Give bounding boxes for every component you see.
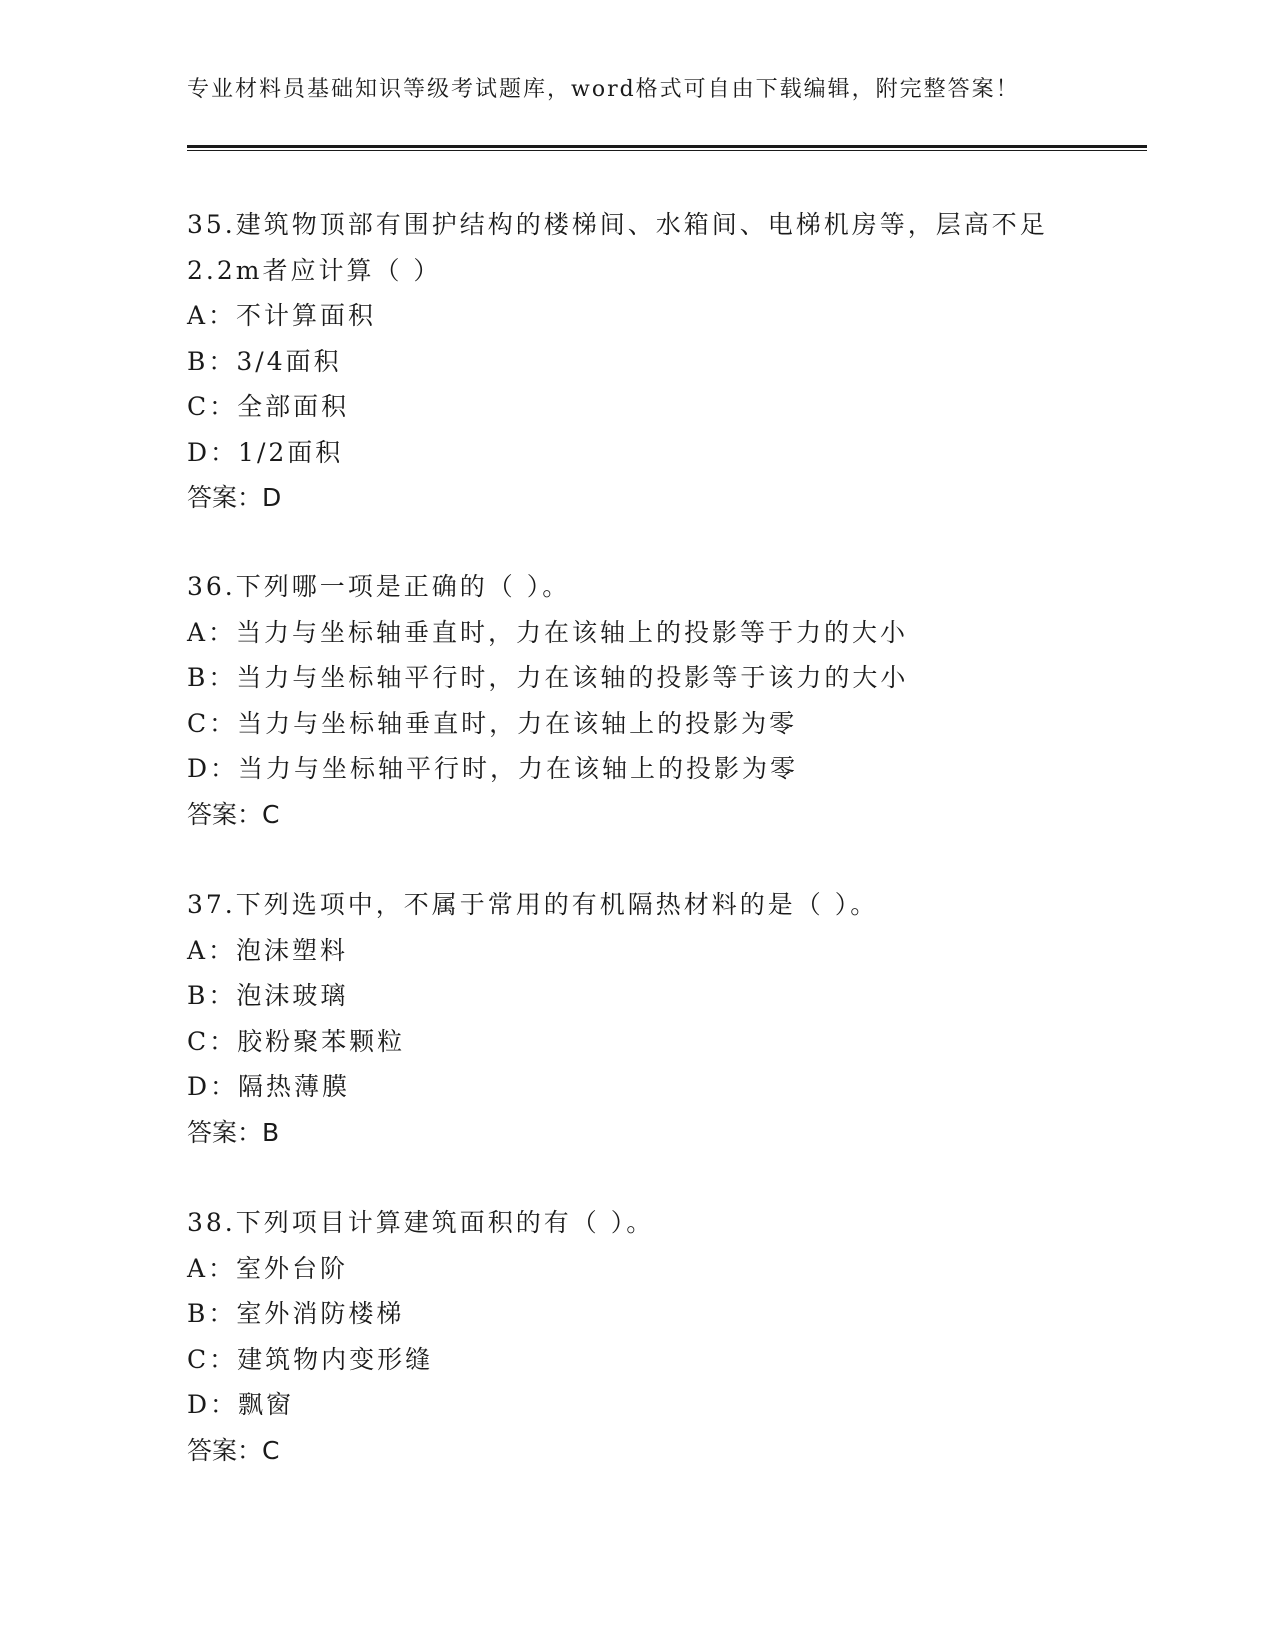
option-d: D：当力与坐标轴平行时，力在该轴上的投影为零 [187,754,799,783]
answer: 答案：B [187,1117,280,1147]
answer: 答案：C [187,799,280,829]
answer: 答案：C [187,1435,280,1465]
question-stem: 38.下列项目计算建筑面积的有（ ）。 [187,1208,655,1237]
question-36 [187,564,1127,837]
option-b: B：当力与坐标轴平行时，力在该轴的投影等于该力的大小 [187,663,909,692]
option-a: A：当力与坐标轴垂直时，力在该轴上的投影等于力的大小 [187,617,909,647]
option-b: B：室外消防楼梯 [187,1299,405,1328]
page-header: 专业材料员基础知识等级考试题库，word格式可自由下载编辑，附完整答案！ [187,77,1020,102]
option-b: B：泡沫玻璃 [187,981,349,1010]
option-d: D：飘窗 [187,1390,295,1419]
option-b: B：3/4面积 [187,346,342,376]
option-d: D：隔热薄膜 [187,1072,351,1101]
header-rule-thick [187,145,1147,148]
header-double-rule [187,145,1147,151]
option-c: C：建筑物内变形缝 [187,1344,434,1374]
question-stem: 36.下列哪一项是正确的（ ）。 [187,572,571,601]
answer: 答案：D [187,483,282,512]
option-a: A：不计算面积 [187,301,377,330]
question-37 [187,882,1127,1155]
question-38 [187,1200,1127,1473]
question-stem: 35.建筑物顶部有围护结构的楼梯间、水箱间、电梯机房等，层高不足 [187,210,1048,239]
question-35 [187,202,1127,521]
question-stem: 37.下列选项中，不属于常用的有机隔热材料的是（ ）。 [187,890,879,919]
option-a: A：室外台阶 [187,1253,349,1283]
question-stem: 2.2m者应计算（ ） [187,255,442,285]
header-rule-thin [187,150,1147,151]
option-d: D：1/2面积 [187,437,344,467]
option-a: A：泡沫塑料 [187,935,349,965]
option-c: C：胶粉聚苯颗粒 [187,1026,406,1056]
option-c: C：全部面积 [187,392,350,421]
option-c: C：当力与坐标轴垂直时，力在该轴上的投影为零 [187,708,798,738]
